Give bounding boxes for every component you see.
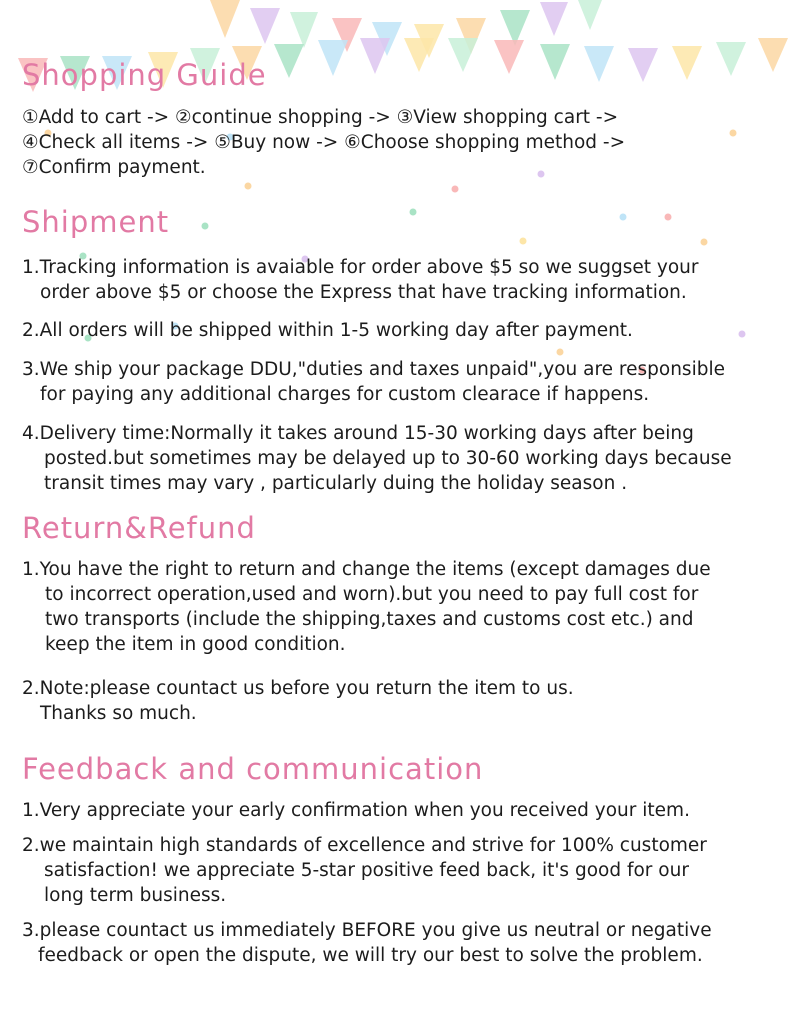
feedback-item-2-line: long term business. bbox=[44, 885, 227, 906]
confetti-dot bbox=[410, 209, 417, 216]
shipment-item-4-line: transit times may vary , particularly duing the holiday season . bbox=[44, 473, 628, 494]
shipment-item-3-line: for paying any additional charges for custom clearace if happens. bbox=[40, 384, 650, 405]
feedback-title: Feedback and communication bbox=[22, 752, 484, 786]
return-item-2-line: Thanks so much. bbox=[40, 703, 197, 724]
feedback-item-1-line: 1.Very appreciate your early confirmation when you received your item. bbox=[22, 800, 690, 821]
shopping-guide-title: Shopping Guide bbox=[22, 58, 267, 92]
confetti-dot bbox=[739, 331, 746, 338]
feedback-item-3-line: feedback or open the dispute, we will try our best to solve the problem. bbox=[38, 945, 703, 966]
feedback-item-2-line: 2.we maintain high standards of excellence and strive for 100% customer bbox=[22, 835, 707, 856]
shipment-item-4-line: 4.Delivery time:Normally it takes around 15-30 working days after being bbox=[22, 423, 694, 444]
confetti-dot bbox=[620, 214, 627, 221]
shipment-item-2-line: 2.All orders will be shipped within 1-5 working day after payment. bbox=[22, 320, 633, 341]
feedback-item-3-line: 3.please countact us immediately BEFORE you give us neutral or negative bbox=[22, 920, 712, 941]
return-item-1-line: two transports (include the shipping,taxes and customs cost etc.) and bbox=[45, 609, 694, 630]
shipment-item-4-line: posted.but sometimes may be delayed up to 30-60 working days because bbox=[44, 448, 732, 469]
confetti-dot bbox=[557, 349, 564, 356]
shipment-title: Shipment bbox=[22, 205, 170, 239]
shopping-guide-step-line: ④Check all items -> ⑤Buy now -> ⑥Choose shopping method -> bbox=[22, 132, 626, 153]
shopping-guide-step-line: ⑦Confirm payment. bbox=[22, 157, 206, 178]
shipment-item-1-line: order above $5 or choose the Express that have tracking information. bbox=[40, 282, 687, 303]
confetti-dot bbox=[520, 238, 527, 245]
return-item-1-line: to incorrect operation,used and worn).but you need to pay full cost for bbox=[45, 584, 699, 605]
confetti-dot bbox=[245, 183, 252, 190]
shipment-item-1-line: 1.Tracking information is avaiable for order above $5 so we suggset your bbox=[22, 257, 699, 278]
confetti-dot bbox=[452, 186, 459, 193]
return-item-2-line: 2.Note:please countact us before you return the item to us. bbox=[22, 678, 574, 699]
confetti-dot bbox=[730, 130, 737, 137]
confetti-dot bbox=[665, 214, 672, 221]
confetti-dot bbox=[202, 223, 209, 230]
shipment-item-3-line: 3.We ship your package DDU,"duties and taxes unpaid",you are responsible bbox=[22, 359, 725, 380]
return-item-1-line: keep the item in good condition. bbox=[45, 634, 346, 655]
feedback-item-2-line: satisfaction! we appreciate 5-star positive feed back, it's good for our bbox=[44, 860, 689, 881]
return-item-1-line: 1.You have the right to return and change the items (except damages due bbox=[22, 559, 711, 580]
shopping-guide-step-line: ①Add to cart -> ②continue shopping -> ③View shopping cart -> bbox=[22, 107, 619, 128]
return-refund-title: Return&Refund bbox=[22, 511, 256, 545]
confetti-dot bbox=[538, 171, 545, 178]
confetti-dot bbox=[701, 239, 708, 246]
